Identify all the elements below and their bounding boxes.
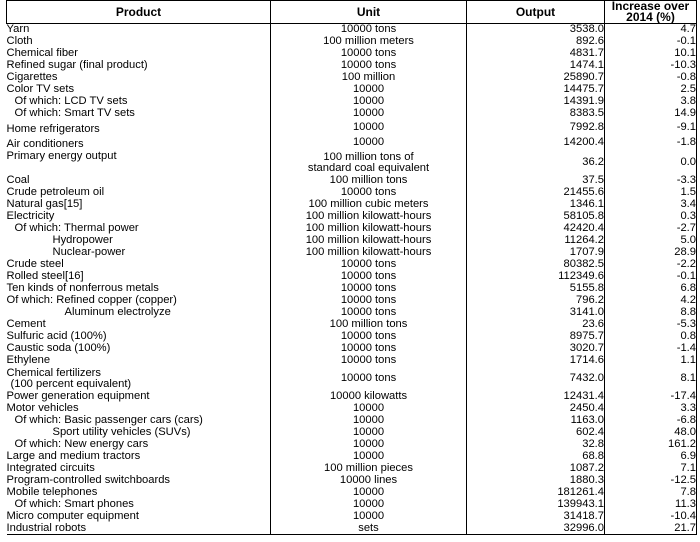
output-cell: 1880.3 (467, 475, 605, 487)
unit-cell: 100 million tons (271, 175, 467, 187)
product-cell: Cement (6, 318, 46, 331)
unit-cell: 100 million kilowatt-hours (271, 247, 467, 259)
header-product: Product (7, 1, 271, 24)
increase-cell: -3.3 (605, 175, 697, 187)
table-row (7, 72, 697, 84)
unit-cell: 10000 kilowatts (271, 391, 467, 403)
unit-cell: 10000 tons (271, 48, 467, 60)
output-cell: 181261.4 (467, 487, 605, 499)
increase-cell: 1.1 (605, 355, 697, 367)
unit-cell: 10000 tons (271, 24, 467, 36)
table-row (7, 199, 697, 211)
table-row (7, 175, 697, 187)
output-cell: 31418.7 (467, 511, 605, 523)
table-row (7, 96, 697, 108)
output-cell: 139943.1 (467, 499, 605, 511)
product-cell: Sulfuric acid (100%) (6, 330, 107, 343)
table-row (7, 403, 697, 415)
table-row (7, 331, 697, 343)
unit-cell: 10000 tons (271, 355, 467, 367)
product-cell: Industrial robots (7, 523, 271, 535)
table-row (7, 439, 697, 451)
product-cell: Caustic soda (100%) (6, 342, 111, 355)
product-cell (7, 367, 271, 391)
increase-cell: 0.0 (605, 151, 697, 175)
output-cell: 112349.6 (467, 271, 605, 283)
table-row (7, 211, 697, 223)
increase-cell: -2.7 (605, 223, 697, 235)
table-row (7, 135, 697, 151)
product-cell: Of which: LCD TV sets (14, 95, 128, 108)
output-cell: 1714.6 (467, 355, 605, 367)
output-cell: 25890.7 (467, 72, 605, 84)
unit-cell: 10000 (271, 439, 467, 451)
product-cell: Rolled steel[16] (6, 270, 84, 283)
unit-cell: 100 million (271, 72, 467, 84)
output-cell: 1346.1 (467, 199, 605, 211)
product-cell: Of which: Thermal power (14, 222, 139, 235)
product-cell: Motor vehicles (6, 402, 79, 415)
table-row (7, 295, 697, 307)
unit-cell: 100 million kilowatt-hours (271, 235, 467, 247)
product-cell: Cloth (6, 35, 33, 48)
unit-cell: 10000 (271, 84, 467, 96)
unit-cell: 10000 (271, 427, 467, 439)
output-cell: 12431.4 (467, 391, 605, 403)
table-row (7, 247, 697, 259)
increase-cell: 2.5 (605, 84, 697, 96)
product-cell: Yarn (6, 23, 30, 36)
product-cell: Air conditioners (6, 138, 84, 151)
product-cell: Refined sugar (final product) (6, 59, 148, 72)
unit-cell: sets (271, 523, 467, 535)
product-cell: Coal (6, 174, 30, 187)
unit-cell: 10000 tons (271, 187, 467, 199)
table-row (7, 36, 697, 48)
table-row (7, 259, 697, 271)
product-cell: Power generation equipment (6, 390, 150, 403)
output-cell: 602.4 (467, 427, 605, 439)
table-row (7, 487, 697, 499)
output-cell: 7992.8 (467, 120, 605, 136)
unit-cell: 10000 tons (271, 367, 467, 391)
increase-cell: 3.8 (605, 96, 697, 108)
output-cell: 2450.4 (467, 403, 605, 415)
output-cell: 80382.5 (467, 259, 605, 271)
increase-cell: -5.3 (605, 319, 697, 331)
table-row (7, 84, 697, 96)
table-row (7, 319, 697, 331)
product-cell: Natural gas[15] (6, 198, 83, 211)
unit-cell: 10000 lines (271, 475, 467, 487)
output-cell: 7432.0 (467, 367, 605, 391)
increase-cell: -17.4 (605, 391, 697, 403)
table-row (7, 48, 697, 60)
increase-cell: -2.2 (605, 259, 697, 271)
increase-cell: 3.3 (605, 403, 697, 415)
product-cell: Nuclear-power (52, 246, 126, 259)
increase-cell: 6.9 (605, 451, 697, 463)
output-cell: 11264.2 (467, 235, 605, 247)
table-row (7, 475, 697, 487)
output-cell: 14391.9 (467, 96, 605, 108)
unit-cell: 10000 (271, 451, 467, 463)
unit-cell: 10000 (271, 108, 467, 120)
output-cell: 21455.6 (467, 187, 605, 199)
unit-cell: 10000 (271, 96, 467, 108)
increase-cell: 14.9 (605, 108, 697, 120)
table-row (7, 523, 697, 535)
table-row (7, 343, 697, 355)
increase-cell: 4.7 (605, 24, 697, 36)
output-cell: 8383.5 (467, 108, 605, 120)
increase-cell: 28.9 (605, 247, 697, 259)
increase-cell: 48.0 (605, 427, 697, 439)
unit-cell: 10000 (271, 511, 467, 523)
increase-cell: -0.1 (605, 36, 697, 48)
header-increase: Increase over 2014 (%) (605, 1, 697, 24)
output-cell: 1707.9 (467, 247, 605, 259)
product-line-2: (100 percent equivalent) (10, 378, 132, 391)
header-row (7, 1, 697, 24)
increase-cell: -1.4 (605, 343, 697, 355)
unit-cell: 10000 tons (271, 343, 467, 355)
output-cell: 14200.4 (467, 135, 605, 151)
unit-cell: 10000 (271, 415, 467, 427)
unit-line-1: 100 million tons of (323, 151, 414, 164)
product-cell: Cigarettes (6, 71, 58, 84)
header-output: Output (467, 1, 605, 24)
increase-cell: -1.8 (605, 135, 697, 151)
unit-cell: 100 million meters (271, 36, 467, 48)
product-cell: Primary energy output (6, 149, 117, 162)
increase-cell: -12.5 (605, 475, 697, 487)
unit-cell: 100 million cubic meters (271, 199, 467, 211)
unit-cell: 10000 (271, 487, 467, 499)
unit-cell: 10000 tons (271, 60, 467, 72)
header-unit: Unit (271, 1, 467, 24)
product-cell: Of which: Smart phones (14, 498, 134, 511)
industrial-output-table (6, 0, 697, 535)
output-cell: 42420.4 (467, 223, 605, 235)
output-cell: 68.8 (467, 451, 605, 463)
increase-cell: 4.2 (605, 295, 697, 307)
increase-cell: -10.4 (605, 511, 697, 523)
increase-cell: 8.1 (605, 367, 697, 391)
unit-cell: 100 million kilowatt-hours (271, 223, 467, 235)
increase-cell: -10.3 (605, 60, 697, 72)
product-cell: Chemical fiber (6, 47, 79, 60)
unit-cell: 10000 (271, 135, 467, 151)
output-cell: 796.2 (467, 295, 605, 307)
product-cell: Hydropower (52, 234, 113, 247)
unit-cell: 10000 tons (271, 259, 467, 271)
table-row (7, 60, 697, 72)
product-cell: Electricity (6, 210, 55, 223)
increase-cell: 8.8 (605, 307, 697, 319)
unit-cell: 10000 (271, 499, 467, 511)
unit-cell: 10000 tons (271, 331, 467, 343)
product-cell: Sport utility vehicles (SUVs) (52, 426, 191, 439)
table-row (7, 120, 697, 136)
product-cell: Crude steel (6, 258, 64, 271)
table-row (7, 427, 697, 439)
table-row (7, 451, 697, 463)
product-cell: Crude petroleum oil (6, 186, 105, 199)
increase-cell: 3.4 (605, 199, 697, 211)
unit-cell (271, 151, 467, 175)
output-cell: 58105.8 (467, 211, 605, 223)
table-row (7, 415, 697, 427)
increase-cell: 11.3 (605, 499, 697, 511)
product-cell: Color TV sets (6, 83, 75, 96)
output-cell: 1087.2 (467, 463, 605, 475)
output-cell: 5155.8 (467, 283, 605, 295)
output-cell: 1163.0 (467, 415, 605, 427)
increase-cell: -0.1 (605, 271, 697, 283)
product-cell: Of which: Refined copper (copper) (6, 294, 177, 307)
unit-cell: 10000 (271, 120, 467, 136)
table-row (7, 463, 697, 475)
table-row (7, 223, 697, 235)
table-row (7, 108, 697, 120)
increase-cell: -9.1 (605, 120, 697, 136)
increase-cell: 21.7 (605, 523, 697, 535)
table-row (7, 235, 697, 247)
table-row (7, 307, 697, 319)
output-cell: 3020.7 (467, 343, 605, 355)
increase-cell: -6.8 (605, 415, 697, 427)
table-row (7, 24, 697, 36)
product-cell: Micro computer equipment (6, 510, 139, 523)
product-cell: Of which: Basic passenger cars (cars) (14, 414, 203, 427)
table-row (7, 151, 697, 175)
product-cell: Of which: Smart TV sets (14, 107, 135, 120)
increase-cell: 7.8 (605, 487, 697, 499)
increase-cell: 7.1 (605, 463, 697, 475)
output-cell: 36.2 (467, 151, 605, 175)
product-cell: Large and medium tractors (6, 450, 141, 463)
output-cell: 32.8 (467, 439, 605, 451)
product-cell: Integrated circuits (6, 462, 95, 475)
increase-cell: -0.8 (605, 72, 697, 84)
unit-cell: 10000 tons (271, 283, 467, 295)
table-row (7, 367, 697, 391)
output-cell: 1474.1 (467, 60, 605, 72)
product-cell: Home refrigerators (6, 122, 100, 135)
product-cell: Mobile telephones (6, 486, 98, 499)
increase-cell: 161.2 (605, 439, 697, 451)
unit-cell: 100 million pieces (271, 463, 467, 475)
increase-cell: 10.1 (605, 48, 697, 60)
product-line-1: Chemical fertilizers (6, 367, 101, 380)
unit-line-2: standard coal equivalent (307, 162, 430, 175)
product-cell: Of which: New energy cars (14, 438, 149, 451)
increase-cell: 0.8 (605, 331, 697, 343)
output-cell: 14475.7 (467, 84, 605, 96)
product-cell: Ethylene (6, 354, 51, 367)
table-row (7, 355, 697, 367)
increase-cell: 6.8 (605, 283, 697, 295)
increase-cell: 0.3 (605, 211, 697, 223)
product-cell: Aluminum electrolyze (64, 306, 171, 319)
product-cell: Ten kinds of nonferrous metals (6, 282, 159, 295)
output-cell: 32996.0 (467, 523, 605, 535)
increase-cell: 5.0 (605, 235, 697, 247)
output-cell: 4831.7 (467, 48, 605, 60)
unit-cell: 100 million tons (271, 319, 467, 331)
unit-cell: 10000 (271, 403, 467, 415)
output-cell: 8975.7 (467, 331, 605, 343)
table-row (7, 283, 697, 295)
output-cell: 37.5 (467, 175, 605, 187)
table-row (7, 499, 697, 511)
unit-cell: 10000 tons (271, 307, 467, 319)
table-row (7, 271, 697, 283)
product-cell: Program-controlled switchboards (6, 474, 171, 487)
table-row (7, 187, 697, 199)
output-cell: 23.6 (467, 319, 605, 331)
unit-cell: 10000 tons (271, 295, 467, 307)
table-row (7, 511, 697, 523)
output-cell: 3141.0 (467, 307, 605, 319)
unit-cell: 100 million kilowatt-hours (271, 211, 467, 223)
table-row (7, 391, 697, 403)
output-cell: 892.6 (467, 36, 605, 48)
unit-cell: 10000 tons (271, 271, 467, 283)
increase-cell: 1.5 (605, 187, 697, 199)
output-cell: 3538.0 (467, 24, 605, 36)
